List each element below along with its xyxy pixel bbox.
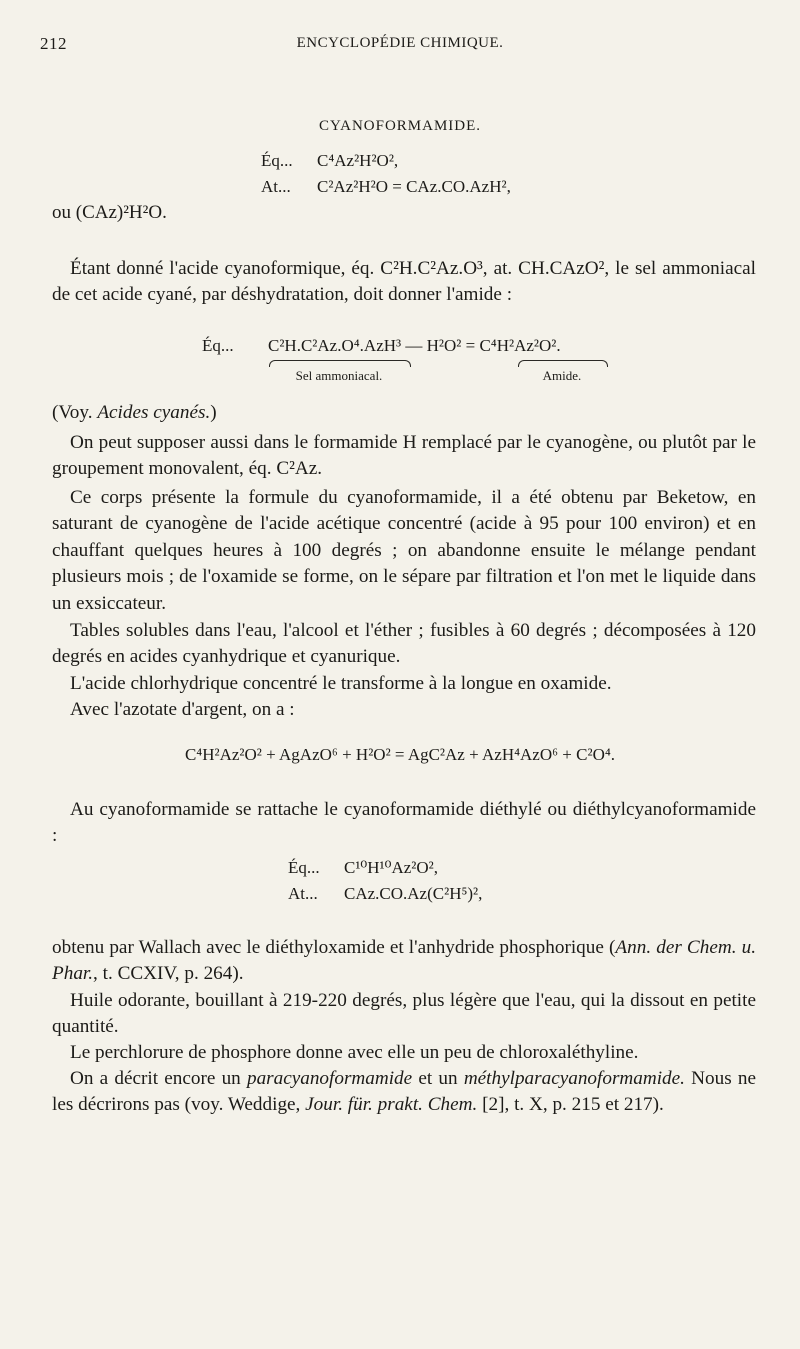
paragraph-3: Ce corps présente la formule du cyanoformamide, il a été obtenu par Beketow, en saturant de cyanogène de l'acide acétique concentré (acide à 95 pour 100 environ) et en chauffant quelques heures à 100 degrés ; on abandonne ensuite le mélange pendant plusieurs mois ; de l'oxamide se forme, on le sépare par filtration et l'on met le liquide dans un exsiccateur. bbox=[52, 487, 756, 614]
paragraph-7: Au cyanoformamide se rattache le cyanoformamide diéthylé ou diéthylcyanoformamide : bbox=[52, 799, 756, 847]
paragraph-8-text: obtenu par Wallach avec le diéthyloxamide et l'anhydride phosphorique ( bbox=[52, 937, 616, 958]
voy-prefix: (Voy. bbox=[52, 402, 93, 423]
brace-right bbox=[518, 360, 608, 367]
equation-2: C⁴H²Az²O² + AgAzO⁶ + H²O² = AgC²Az + AzH⁴AzO⁶ + C²O⁴. bbox=[184, 745, 616, 764]
voy-suffix: ) bbox=[210, 402, 217, 423]
paragraph-11-italic-1: paracyanoformamide bbox=[246, 1068, 413, 1089]
label-sel-ammoniacal: Sel ammoniacal. bbox=[295, 368, 383, 383]
equation-3-eq bbox=[288, 858, 438, 878]
paragraph-11-a: On a décrit encore un bbox=[70, 1068, 247, 1089]
equation-1-left: C²H.C²Az.O⁴.AzH³ bbox=[268, 336, 402, 355]
paragraph-11-italic-2: méthylparacyanoformamide. bbox=[463, 1068, 685, 1089]
paragraph-11-c: Nous ne les décrirons pas (voy. Weddige, bbox=[52, 1068, 756, 1116]
formula-at-tag: At... bbox=[261, 177, 291, 196]
page-header bbox=[40, 34, 760, 58]
paragraph-11-italic-3: Jour. für. prakt. Chem. bbox=[305, 1094, 478, 1116]
paragraph-1: Étant donné l'acide cyanoformique, éq. C²H.C²Az.O³, at. CH.CAzO², le sel ammoniacal de cet acide cyané, par déshydratation, doit donner l'amide : bbox=[52, 258, 756, 306]
equation-3-eq-tag: Éq... bbox=[288, 858, 320, 877]
paragraph-2: On peut supposer aussi dans le formamide H remplacé par le cyanogène, ou plutôt par le groupement monovalent, éq. C²Az. bbox=[52, 432, 756, 480]
voy-reference: Acides cyanés. bbox=[97, 402, 211, 423]
paragraph-6: Avec l'azotate d'argent, on a : bbox=[70, 699, 295, 720]
paragraph-8-journal: Ann. der Chem. u. Phar. bbox=[52, 937, 757, 985]
paragraph-9: Huile odorante, bouillant à 219-220 degrés, plus légère que l'eau, qui la dissout en petite quantité. bbox=[52, 990, 756, 1038]
paragraph-4: Tables solubles dans l'eau, l'alcool et l'éther ; fusibles à 60 degrés ; décomposées à 120 degrés en acides cyanhydrique et cyanurique. bbox=[52, 620, 756, 668]
paragraph-8-end: , t. CCXIV, p. 264). bbox=[93, 963, 244, 985]
page-number: 212 bbox=[40, 34, 67, 53]
running-title: ENCYCLOPÉDIE CHIMIQUE. bbox=[296, 35, 504, 51]
see-also-reference bbox=[52, 402, 217, 424]
equation-3-at-value: CAz.CO.Az(C²H⁵)², bbox=[344, 884, 483, 903]
formula-atomic bbox=[261, 177, 511, 197]
equation-1-mid: — H²O² = bbox=[405, 336, 476, 355]
equation-1 bbox=[202, 336, 561, 356]
equation-3-eq-value: C¹⁰H¹⁰Az²O², bbox=[344, 858, 438, 877]
paragraph-10: Le perchlorure de phosphore donne avec elle un peu de chloroxaléthyline. bbox=[70, 1042, 639, 1063]
label-amide: Amide. bbox=[542, 368, 582, 383]
equation-1-right: C⁴H²Az²O². bbox=[479, 336, 561, 355]
section-title: CYANOFORMAMIDE. bbox=[318, 118, 482, 134]
equation-3-at bbox=[288, 884, 482, 904]
brace-left bbox=[269, 360, 411, 367]
paragraph-8 bbox=[52, 935, 756, 988]
paragraph-11 bbox=[52, 1066, 756, 1119]
equation-1-tag: Éq... bbox=[202, 336, 234, 355]
paragraph-11-d: [2], t. X, p. 215 et 217). bbox=[477, 1094, 664, 1116]
equation-3-at-tag: At... bbox=[288, 884, 318, 903]
formula-equivalent bbox=[261, 151, 398, 171]
formula-alternative: ou (CAz)²H²O. bbox=[52, 202, 167, 223]
paragraph-11-b: et un bbox=[412, 1068, 464, 1089]
formula-eq-tag: Éq... bbox=[261, 151, 293, 170]
formula-eq-value: C⁴Az²H²O², bbox=[317, 151, 399, 170]
paragraph-5: L'acide chlorhydrique concentré le transforme à la longue en oxamide. bbox=[70, 673, 612, 694]
formula-at-value: C²Az²H²O = CAz.CO.AzH², bbox=[317, 177, 511, 196]
